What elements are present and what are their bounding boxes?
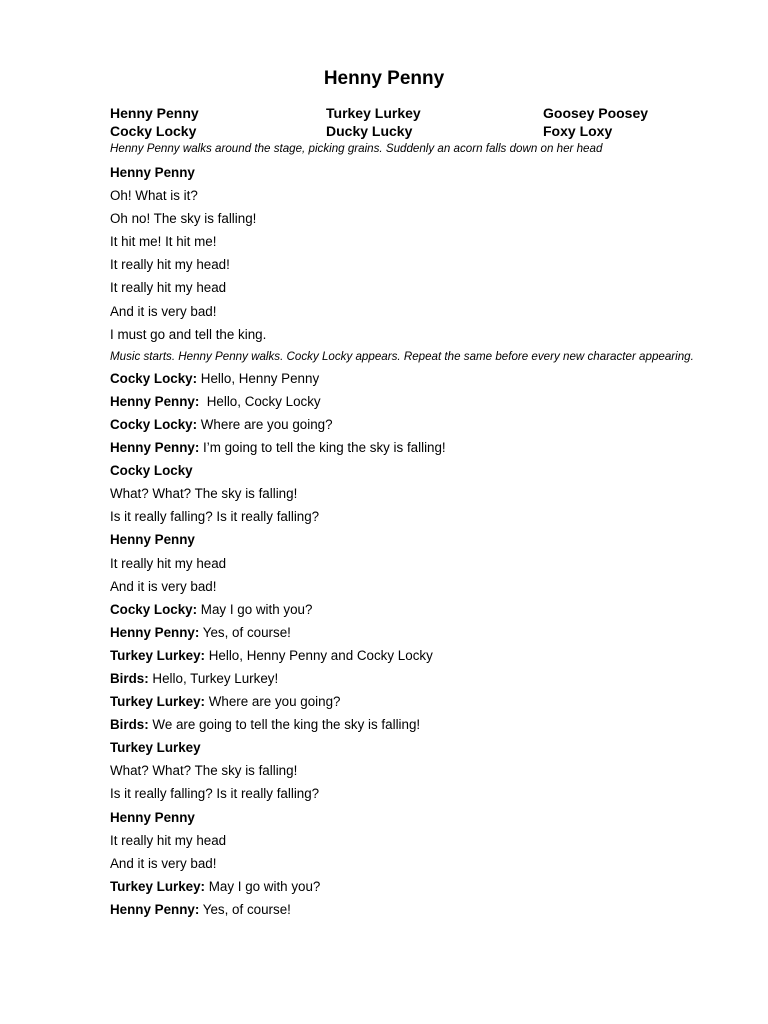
stage-direction: Music starts. Henny Penny walks. Cocky Locky appears. Repeat the same before every new character appearing. xyxy=(110,349,694,363)
dialogue-text: Hello, Henny Penny xyxy=(197,370,320,386)
script-line: Is it really falling? Is it really falling? xyxy=(110,786,320,802)
speaker-name: Turkey Lurkey: xyxy=(110,694,206,710)
speaker-heading: Turkey Lurkey xyxy=(110,740,201,756)
script-line: Oh no! The sky is falling! xyxy=(110,211,257,227)
dialogue-text: Where are you going? xyxy=(205,694,341,710)
speaker-name: Cocky Locky: xyxy=(110,370,198,386)
speaker-name: Birds: xyxy=(110,670,149,686)
speaker-name: Henny Penny: xyxy=(110,624,200,640)
script-line: It really hit my head! xyxy=(110,257,230,273)
speaker-name: Henny Penny: xyxy=(110,393,200,409)
stage-direction: Henny Penny walks around the stage, picking grains. Suddenly an acorn falls down on her head xyxy=(110,142,603,155)
dialogue-line xyxy=(110,644,710,667)
cast-row xyxy=(110,104,690,122)
cast-name: Cocky Locky xyxy=(110,123,197,139)
speaker-name: Birds: xyxy=(110,717,149,733)
speaker-heading: Henny Penny xyxy=(110,809,195,825)
speaker-heading: Henny Penny xyxy=(110,165,195,180)
dialogue-text: May I go with you? xyxy=(197,601,313,617)
script-line: And it is very bad! xyxy=(110,855,217,871)
dialogue-line xyxy=(110,390,710,413)
cast-name: Goosey Poosey xyxy=(543,105,649,121)
dialogue-line xyxy=(110,875,710,898)
script-line: It really hit my head xyxy=(110,832,227,848)
cast-row xyxy=(110,122,690,140)
dialogue-line xyxy=(110,621,710,644)
dialogue-text: Yes, of course! xyxy=(199,901,291,917)
speaker-name: Cocky Locky: xyxy=(110,601,198,617)
dialogue-line xyxy=(110,690,710,713)
speaker-name: Henny Penny: xyxy=(110,901,200,917)
script-line: What? What? The sky is falling! xyxy=(110,763,298,779)
script-line: I must go and tell the king. xyxy=(110,326,267,342)
dialogue-text: Hello, Turkey Lurkey! xyxy=(148,670,279,686)
dialogue-text: Yes, of course! xyxy=(199,624,291,640)
speaker-name: Turkey Lurkey: xyxy=(110,647,206,663)
dialogue-text: May I go with you? xyxy=(205,878,321,894)
script-body xyxy=(110,140,710,921)
cast-list xyxy=(110,104,690,140)
dialogue-text: Where are you going? xyxy=(197,416,333,432)
script-line: Is it really falling? Is it really falling? xyxy=(110,509,320,525)
script-line: What? What? The sky is falling! xyxy=(110,486,298,502)
speaker-name: Henny Penny: xyxy=(110,440,200,456)
page-title: Henny Penny xyxy=(323,68,445,89)
cast-name: Turkey Lurkey xyxy=(326,105,421,121)
dialogue-text: I’m going to tell the king the sky is falling! xyxy=(199,440,446,456)
dialogue-line xyxy=(110,598,710,621)
speaker-heading: Henny Penny xyxy=(110,532,195,548)
dialogue-text: Hello, Cocky Locky xyxy=(199,393,321,409)
script-line: It hit me! It hit me! xyxy=(110,234,217,250)
dialogue-line xyxy=(110,667,710,690)
cast-name: Ducky Lucky xyxy=(326,123,413,139)
dialogue-text: We are going to tell the king the sky is falling! xyxy=(148,717,421,733)
dialogue-text: Hello, Henny Penny and Cocky Locky xyxy=(205,647,433,663)
cast-name: Foxy Loxy xyxy=(543,123,613,139)
script-line: It really hit my head xyxy=(110,555,227,571)
speaker-name: Turkey Lurkey: xyxy=(110,878,206,894)
dialogue-line xyxy=(110,367,710,390)
speaker-heading: Cocky Locky xyxy=(110,463,193,479)
script-line: Oh! What is it? xyxy=(110,188,198,204)
script-line: And it is very bad! xyxy=(110,578,217,594)
dialogue-line xyxy=(110,713,710,736)
script-line: And it is very bad! xyxy=(110,303,217,319)
speaker-name: Cocky Locky: xyxy=(110,416,198,432)
script-line: It really hit my head xyxy=(110,280,227,296)
cast-name: Henny Penny xyxy=(110,105,199,121)
dialogue-line xyxy=(110,413,710,436)
dialogue-line xyxy=(110,898,710,921)
dialogue-line xyxy=(110,436,710,459)
